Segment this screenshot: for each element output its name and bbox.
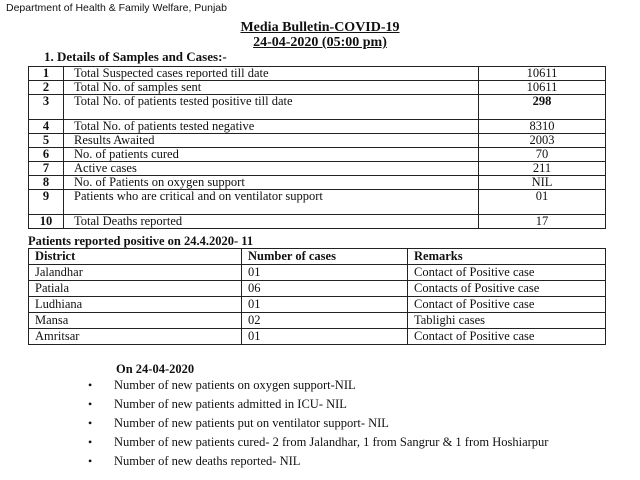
list-item (88, 454, 628, 469)
list-item (88, 378, 628, 393)
updates-list (88, 378, 628, 473)
remarks-cell: Tablighi cases (408, 313, 606, 329)
list-item-text: Number of new patients on oxygen support-NIL (114, 378, 356, 392)
row-number: 6 (29, 148, 64, 162)
district-cell: Ludhiana (29, 297, 242, 313)
row-value: 17 (479, 215, 606, 229)
cases-cell: 06 (242, 281, 408, 297)
cases-cell: 02 (242, 313, 408, 329)
list-item-text: Number of new patients cured- 2 from Jalandhar, 1 from Sangrur & 1 from Hoshiarpur (114, 435, 549, 449)
row-number: 4 (29, 120, 64, 134)
row-label: No. of Patients on oxygen support (64, 176, 479, 190)
table-row (29, 297, 606, 313)
updates-heading: On 24-04-2020 (116, 362, 195, 376)
table-row (29, 215, 606, 229)
row-number: 8 (29, 176, 64, 190)
remarks-cell: Contact of Positive case (408, 329, 606, 345)
row-number: 3 (29, 95, 64, 120)
row-value: 70 (479, 148, 606, 162)
bulletin-title: Media Bulletin-COVID-19 (240, 20, 400, 35)
cases-cell: 01 (242, 297, 408, 313)
list-item (88, 397, 628, 412)
column-header-district: District (29, 249, 242, 265)
cases-cell: 01 (242, 329, 408, 345)
row-value: 10611 (479, 81, 606, 95)
row-number: 2 (29, 81, 64, 95)
bullet-icon: • (88, 397, 93, 411)
row-label: Active cases (64, 162, 479, 176)
table-row (29, 134, 606, 148)
row-number: 5 (29, 134, 64, 148)
list-item-text: Number of new deaths reported- NIL (114, 454, 301, 468)
remarks-cell: Contact of Positive case (408, 265, 606, 281)
row-value: 8310 (479, 120, 606, 134)
bulletin-date: 24-04-2020 (05:00 pm) (253, 35, 387, 50)
row-value: 01 (479, 190, 606, 215)
row-value: 211 (479, 162, 606, 176)
bullet-icon: • (88, 378, 93, 392)
row-label: Total Suspected cases reported till date (64, 67, 479, 81)
remarks-cell: Contacts of Positive case (408, 281, 606, 297)
row-number: 10 (29, 215, 64, 229)
department-name: Department of Health & Family Welfare, Punjab (6, 2, 227, 14)
table-row (29, 281, 606, 297)
column-header-remarks: Remarks (408, 249, 606, 265)
row-label: Patients who are critical and on ventilator support (64, 190, 479, 215)
district-cell: Patiala (29, 281, 242, 297)
row-value: NIL (479, 176, 606, 190)
row-label: Total No. of patients tested negative (64, 120, 479, 134)
row-number: 9 (29, 190, 64, 215)
table-row (29, 95, 606, 120)
list-item (88, 435, 628, 450)
district-cell: Amritsar (29, 329, 242, 345)
column-header-cases: Number of cases (242, 249, 408, 265)
table-row (29, 313, 606, 329)
row-label: No. of patients cured (64, 148, 479, 162)
samples-heading: 1. Details of Samples and Cases:- (44, 49, 227, 64)
row-value: 298 (479, 95, 606, 120)
table-row (29, 190, 606, 215)
table-row (29, 81, 606, 95)
list-item (88, 416, 628, 431)
table-row (29, 120, 606, 134)
bullet-icon: • (88, 416, 93, 430)
remarks-cell: Contact of Positive case (408, 297, 606, 313)
bullet-icon: • (88, 454, 93, 468)
row-value: 10611 (479, 67, 606, 81)
districts-table (28, 248, 606, 345)
table-row (29, 265, 606, 281)
list-item-text: Number of new patients admitted in ICU- NIL (114, 397, 347, 411)
row-value: 2003 (479, 134, 606, 148)
row-number: 7 (29, 162, 64, 176)
row-label: Results Awaited (64, 134, 479, 148)
table-row (29, 148, 606, 162)
table-header-row (29, 249, 606, 265)
samples-table (28, 66, 606, 229)
district-cell: Mansa (29, 313, 242, 329)
row-label: Total Deaths reported (64, 215, 479, 229)
table-row (29, 162, 606, 176)
table-row (29, 176, 606, 190)
district-cell: Jalandhar (29, 265, 242, 281)
list-item-text: Number of new patients put on ventilator support- NIL (114, 416, 389, 430)
row-label: Total No. of patients tested positive till date (64, 95, 479, 120)
cases-cell: 01 (242, 265, 408, 281)
row-number: 1 (29, 67, 64, 81)
bullet-icon: • (88, 435, 93, 449)
positive-heading: Patients reported positive on 24.4.2020- 11 (28, 234, 254, 248)
row-label: Total No. of samples sent (64, 81, 479, 95)
table-row (29, 67, 606, 81)
table-row (29, 329, 606, 345)
